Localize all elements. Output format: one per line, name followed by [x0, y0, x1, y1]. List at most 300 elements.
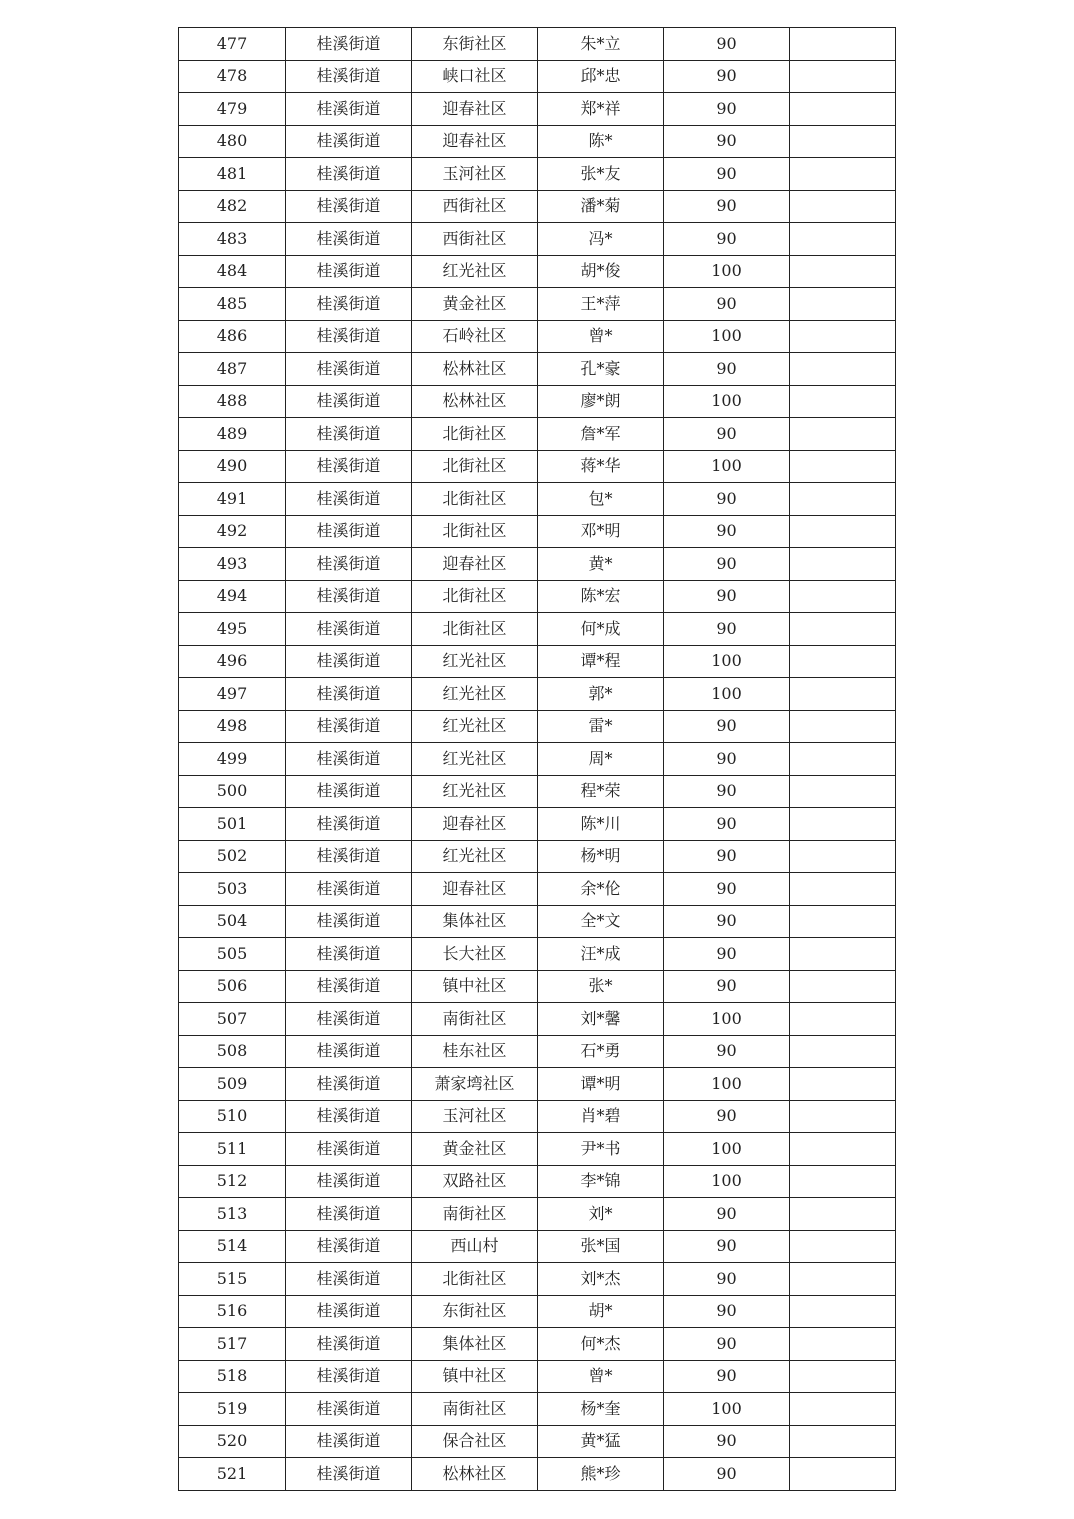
community-cell: 镇中社区 — [412, 970, 538, 1003]
person-name-cell: 郑*祥 — [538, 93, 664, 126]
table-row — [179, 1165, 896, 1198]
person-name-cell: 尹*书 — [538, 1133, 664, 1166]
row-number-cell: 491 — [179, 483, 286, 516]
row-number-cell: 488 — [179, 385, 286, 418]
person-name-cell: 黄*猛 — [538, 1425, 664, 1458]
table-row — [179, 450, 896, 483]
person-name-cell: 石*勇 — [538, 1035, 664, 1068]
community-cell: 黄金社区 — [412, 1133, 538, 1166]
table-row — [179, 1035, 896, 1068]
table-row — [179, 385, 896, 418]
person-name-cell: 杨*明 — [538, 840, 664, 873]
row-number-cell: 499 — [179, 743, 286, 776]
row-number-cell: 516 — [179, 1295, 286, 1328]
community-cell: 长大社区 — [412, 938, 538, 971]
community-cell: 南街社区 — [412, 1393, 538, 1426]
table-row — [179, 125, 896, 158]
score-cell: 90 — [664, 808, 790, 841]
note-cell — [790, 255, 896, 288]
street-cell: 桂溪街道 — [286, 483, 412, 516]
table-row — [179, 775, 896, 808]
score-cell: 90 — [664, 1360, 790, 1393]
score-cell: 90 — [664, 125, 790, 158]
street-cell: 桂溪街道 — [286, 1198, 412, 1231]
score-cell: 90 — [664, 1328, 790, 1361]
note-cell — [790, 1100, 896, 1133]
community-cell: 迎春社区 — [412, 125, 538, 158]
person-name-cell: 张*国 — [538, 1230, 664, 1263]
score-cell: 90 — [664, 1458, 790, 1491]
note-cell — [790, 1230, 896, 1263]
community-cell: 北街社区 — [412, 580, 538, 613]
person-name-cell: 蒋*华 — [538, 450, 664, 483]
community-cell: 南街社区 — [412, 1003, 538, 1036]
row-number-cell: 482 — [179, 190, 286, 223]
community-cell: 北街社区 — [412, 515, 538, 548]
note-cell — [790, 970, 896, 1003]
street-cell: 桂溪街道 — [286, 808, 412, 841]
community-cell: 集体社区 — [412, 905, 538, 938]
note-cell — [790, 1263, 896, 1296]
community-cell: 保合社区 — [412, 1425, 538, 1458]
table-row — [179, 873, 896, 906]
community-cell: 红光社区 — [412, 255, 538, 288]
note-cell — [790, 385, 896, 418]
row-number-cell: 494 — [179, 580, 286, 613]
street-cell: 桂溪街道 — [286, 190, 412, 223]
table-row — [179, 190, 896, 223]
street-cell: 桂溪街道 — [286, 515, 412, 548]
score-cell: 100 — [664, 1068, 790, 1101]
score-cell: 100 — [664, 450, 790, 483]
community-cell: 迎春社区 — [412, 873, 538, 906]
person-name-cell: 张* — [538, 970, 664, 1003]
person-name-cell: 程*荣 — [538, 775, 664, 808]
person-name-cell: 邓*明 — [538, 515, 664, 548]
person-name-cell: 谭*程 — [538, 645, 664, 678]
table-row — [179, 515, 896, 548]
community-cell: 西街社区 — [412, 223, 538, 256]
table-row — [179, 905, 896, 938]
table-row — [179, 580, 896, 613]
score-cell: 90 — [664, 548, 790, 581]
row-number-cell: 511 — [179, 1133, 286, 1166]
street-cell: 桂溪街道 — [286, 450, 412, 483]
street-cell: 桂溪街道 — [286, 1425, 412, 1458]
row-number-cell: 521 — [179, 1458, 286, 1491]
person-name-cell: 李*锦 — [538, 1165, 664, 1198]
score-cell: 90 — [664, 1035, 790, 1068]
note-cell — [790, 1068, 896, 1101]
community-cell: 北街社区 — [412, 1263, 538, 1296]
score-cell: 90 — [664, 288, 790, 321]
note-cell — [790, 938, 896, 971]
community-cell: 玉河社区 — [412, 1100, 538, 1133]
community-cell: 东街社区 — [412, 28, 538, 61]
table-row — [179, 970, 896, 1003]
row-number-cell: 500 — [179, 775, 286, 808]
table-row — [179, 1360, 896, 1393]
table-row — [179, 93, 896, 126]
note-cell — [790, 905, 896, 938]
table-row — [179, 548, 896, 581]
score-cell: 90 — [664, 483, 790, 516]
table-row — [179, 613, 896, 646]
row-number-cell: 486 — [179, 320, 286, 353]
table-row — [179, 645, 896, 678]
person-name-cell: 雷* — [538, 710, 664, 743]
score-cell: 90 — [664, 840, 790, 873]
table-row — [179, 1425, 896, 1458]
community-cell: 红光社区 — [412, 678, 538, 711]
street-cell: 桂溪街道 — [286, 645, 412, 678]
person-name-cell: 朱*立 — [538, 28, 664, 61]
person-name-cell: 邱*忠 — [538, 60, 664, 93]
street-cell: 桂溪街道 — [286, 938, 412, 971]
community-cell: 松林社区 — [412, 1458, 538, 1491]
table-row — [179, 353, 896, 386]
note-cell — [790, 1360, 896, 1393]
street-cell: 桂溪街道 — [286, 1165, 412, 1198]
person-name-cell: 曾* — [538, 1360, 664, 1393]
street-cell: 桂溪街道 — [286, 710, 412, 743]
row-number-cell: 503 — [179, 873, 286, 906]
street-cell: 桂溪街道 — [286, 28, 412, 61]
note-cell — [790, 1458, 896, 1491]
data-table — [178, 27, 896, 1491]
note-cell — [790, 645, 896, 678]
table-row — [179, 1068, 896, 1101]
person-name-cell: 刘* — [538, 1198, 664, 1231]
note-cell — [790, 60, 896, 93]
person-name-cell: 熊*珍 — [538, 1458, 664, 1491]
person-name-cell: 谭*明 — [538, 1068, 664, 1101]
street-cell: 桂溪街道 — [286, 353, 412, 386]
table-row — [179, 1328, 896, 1361]
community-cell: 迎春社区 — [412, 808, 538, 841]
person-name-cell: 杨*奎 — [538, 1393, 664, 1426]
note-cell — [790, 775, 896, 808]
row-number-cell: 517 — [179, 1328, 286, 1361]
street-cell: 桂溪街道 — [286, 320, 412, 353]
table-row — [179, 418, 896, 451]
row-number-cell: 518 — [179, 1360, 286, 1393]
row-number-cell: 515 — [179, 1263, 286, 1296]
person-name-cell: 周* — [538, 743, 664, 776]
community-cell: 松林社区 — [412, 385, 538, 418]
note-cell — [790, 158, 896, 191]
row-number-cell: 493 — [179, 548, 286, 581]
row-number-cell: 501 — [179, 808, 286, 841]
note-cell — [790, 1425, 896, 1458]
street-cell: 桂溪街道 — [286, 548, 412, 581]
note-cell — [790, 1165, 896, 1198]
person-name-cell: 余*伦 — [538, 873, 664, 906]
table-row — [179, 158, 896, 191]
score-cell: 90 — [664, 60, 790, 93]
row-number-cell: 487 — [179, 353, 286, 386]
score-cell: 90 — [664, 613, 790, 646]
row-number-cell: 496 — [179, 645, 286, 678]
table-row — [179, 1003, 896, 1036]
community-cell: 镇中社区 — [412, 1360, 538, 1393]
person-name-cell: 陈* — [538, 125, 664, 158]
person-name-cell: 刘*杰 — [538, 1263, 664, 1296]
community-cell: 石岭社区 — [412, 320, 538, 353]
person-name-cell: 孔*豪 — [538, 353, 664, 386]
person-name-cell: 潘*菊 — [538, 190, 664, 223]
table-row — [179, 320, 896, 353]
row-number-cell: 490 — [179, 450, 286, 483]
row-number-cell: 519 — [179, 1393, 286, 1426]
person-name-cell: 詹*军 — [538, 418, 664, 451]
street-cell: 桂溪街道 — [286, 970, 412, 1003]
score-cell: 100 — [664, 1003, 790, 1036]
street-cell: 桂溪街道 — [286, 1003, 412, 1036]
community-cell: 红光社区 — [412, 743, 538, 776]
table-row — [179, 678, 896, 711]
score-cell: 90 — [664, 28, 790, 61]
community-cell: 玉河社区 — [412, 158, 538, 191]
street-cell: 桂溪街道 — [286, 873, 412, 906]
community-cell: 集体社区 — [412, 1328, 538, 1361]
row-number-cell: 510 — [179, 1100, 286, 1133]
row-number-cell: 495 — [179, 613, 286, 646]
row-number-cell: 513 — [179, 1198, 286, 1231]
community-cell: 红光社区 — [412, 710, 538, 743]
score-cell: 100 — [664, 385, 790, 418]
note-cell — [790, 223, 896, 256]
row-number-cell: 512 — [179, 1165, 286, 1198]
table-row — [179, 710, 896, 743]
person-name-cell: 汪*成 — [538, 938, 664, 971]
person-name-cell: 王*萍 — [538, 288, 664, 321]
score-cell: 90 — [664, 905, 790, 938]
community-cell: 迎春社区 — [412, 93, 538, 126]
row-number-cell: 509 — [179, 1068, 286, 1101]
score-cell: 100 — [664, 1165, 790, 1198]
street-cell: 桂溪街道 — [286, 1393, 412, 1426]
row-number-cell: 480 — [179, 125, 286, 158]
person-name-cell: 陈*宏 — [538, 580, 664, 613]
street-cell: 桂溪街道 — [286, 1100, 412, 1133]
table-row — [179, 743, 896, 776]
note-cell — [790, 1035, 896, 1068]
table-row — [179, 1263, 896, 1296]
score-cell: 90 — [664, 353, 790, 386]
row-number-cell: 477 — [179, 28, 286, 61]
row-number-cell: 520 — [179, 1425, 286, 1458]
person-name-cell: 冯* — [538, 223, 664, 256]
street-cell: 桂溪街道 — [286, 93, 412, 126]
note-cell — [790, 1295, 896, 1328]
score-cell: 100 — [664, 1393, 790, 1426]
note-cell — [790, 353, 896, 386]
score-cell: 90 — [664, 1198, 790, 1231]
community-cell: 红光社区 — [412, 645, 538, 678]
row-number-cell: 489 — [179, 418, 286, 451]
table-row — [179, 28, 896, 61]
note-cell — [790, 1328, 896, 1361]
note-cell — [790, 28, 896, 61]
street-cell: 桂溪街道 — [286, 60, 412, 93]
person-name-cell: 胡*俊 — [538, 255, 664, 288]
street-cell: 桂溪街道 — [286, 385, 412, 418]
table-row — [179, 483, 896, 516]
table-row — [179, 1133, 896, 1166]
row-number-cell: 485 — [179, 288, 286, 321]
score-cell: 90 — [664, 418, 790, 451]
row-number-cell: 507 — [179, 1003, 286, 1036]
row-number-cell: 498 — [179, 710, 286, 743]
street-cell: 桂溪街道 — [286, 288, 412, 321]
person-name-cell: 曾* — [538, 320, 664, 353]
score-cell: 90 — [664, 970, 790, 1003]
table-row — [179, 288, 896, 321]
note-cell — [790, 515, 896, 548]
score-cell: 90 — [664, 515, 790, 548]
row-number-cell: 483 — [179, 223, 286, 256]
score-cell: 90 — [664, 1263, 790, 1296]
note-cell — [790, 450, 896, 483]
street-cell: 桂溪街道 — [286, 580, 412, 613]
community-cell: 双路社区 — [412, 1165, 538, 1198]
row-number-cell: 497 — [179, 678, 286, 711]
street-cell: 桂溪街道 — [286, 125, 412, 158]
note-cell — [790, 125, 896, 158]
street-cell: 桂溪街道 — [286, 1328, 412, 1361]
table-row — [179, 1458, 896, 1491]
score-cell: 90 — [664, 873, 790, 906]
row-number-cell: 478 — [179, 60, 286, 93]
community-cell: 红光社区 — [412, 775, 538, 808]
person-name-cell: 张*友 — [538, 158, 664, 191]
score-cell: 90 — [664, 190, 790, 223]
note-cell — [790, 580, 896, 613]
row-number-cell: 481 — [179, 158, 286, 191]
person-name-cell: 黄* — [538, 548, 664, 581]
street-cell: 桂溪街道 — [286, 905, 412, 938]
street-cell: 桂溪街道 — [286, 223, 412, 256]
score-cell: 90 — [664, 1100, 790, 1133]
row-number-cell: 492 — [179, 515, 286, 548]
note-cell — [790, 1133, 896, 1166]
row-number-cell: 508 — [179, 1035, 286, 1068]
street-cell: 桂溪街道 — [286, 158, 412, 191]
person-name-cell: 陈*川 — [538, 808, 664, 841]
community-cell: 南街社区 — [412, 1198, 538, 1231]
person-name-cell: 廖*朗 — [538, 385, 664, 418]
community-cell: 桂东社区 — [412, 1035, 538, 1068]
community-cell: 北街社区 — [412, 418, 538, 451]
row-number-cell: 514 — [179, 1230, 286, 1263]
score-cell: 90 — [664, 775, 790, 808]
community-cell: 东街社区 — [412, 1295, 538, 1328]
note-cell — [790, 678, 896, 711]
table-row — [179, 1230, 896, 1263]
table-row — [179, 60, 896, 93]
score-cell: 100 — [664, 678, 790, 711]
row-number-cell: 506 — [179, 970, 286, 1003]
table-row — [179, 223, 896, 256]
score-cell: 90 — [664, 93, 790, 126]
note-cell — [790, 808, 896, 841]
table-row — [179, 1295, 896, 1328]
community-cell: 松林社区 — [412, 353, 538, 386]
table-body — [179, 28, 896, 1491]
person-name-cell: 胡* — [538, 1295, 664, 1328]
street-cell: 桂溪街道 — [286, 840, 412, 873]
person-name-cell: 何*成 — [538, 613, 664, 646]
score-cell: 90 — [664, 938, 790, 971]
street-cell: 桂溪街道 — [286, 1360, 412, 1393]
street-cell: 桂溪街道 — [286, 743, 412, 776]
street-cell: 桂溪街道 — [286, 1230, 412, 1263]
note-cell — [790, 418, 896, 451]
note-cell — [790, 743, 896, 776]
community-cell: 西街社区 — [412, 190, 538, 223]
community-cell: 北街社区 — [412, 613, 538, 646]
row-number-cell: 502 — [179, 840, 286, 873]
score-cell: 90 — [664, 710, 790, 743]
table-row — [179, 808, 896, 841]
score-cell: 90 — [664, 1425, 790, 1458]
row-number-cell: 484 — [179, 255, 286, 288]
person-name-cell: 郭* — [538, 678, 664, 711]
note-cell — [790, 548, 896, 581]
street-cell: 桂溪街道 — [286, 1068, 412, 1101]
score-cell: 90 — [664, 580, 790, 613]
note-cell — [790, 710, 896, 743]
score-cell: 90 — [664, 1230, 790, 1263]
street-cell: 桂溪街道 — [286, 613, 412, 646]
note-cell — [790, 288, 896, 321]
community-cell: 西山村 — [412, 1230, 538, 1263]
note-cell — [790, 840, 896, 873]
person-name-cell: 刘*馨 — [538, 1003, 664, 1036]
community-cell: 北街社区 — [412, 450, 538, 483]
note-cell — [790, 93, 896, 126]
note-cell — [790, 190, 896, 223]
community-cell: 北街社区 — [412, 483, 538, 516]
note-cell — [790, 483, 896, 516]
score-cell: 100 — [664, 320, 790, 353]
street-cell: 桂溪街道 — [286, 1133, 412, 1166]
person-name-cell: 肖*碧 — [538, 1100, 664, 1133]
row-number-cell: 479 — [179, 93, 286, 126]
street-cell: 桂溪街道 — [286, 775, 412, 808]
note-cell — [790, 1198, 896, 1231]
note-cell — [790, 320, 896, 353]
street-cell: 桂溪街道 — [286, 678, 412, 711]
score-cell: 90 — [664, 743, 790, 776]
street-cell: 桂溪街道 — [286, 1263, 412, 1296]
score-cell: 90 — [664, 223, 790, 256]
score-cell: 100 — [664, 1133, 790, 1166]
community-cell: 黄金社区 — [412, 288, 538, 321]
community-cell: 萧家塆社区 — [412, 1068, 538, 1101]
note-cell — [790, 873, 896, 906]
note-cell — [790, 613, 896, 646]
person-name-cell: 包* — [538, 483, 664, 516]
community-cell: 迎春社区 — [412, 548, 538, 581]
note-cell — [790, 1393, 896, 1426]
person-name-cell: 全*文 — [538, 905, 664, 938]
table-row — [179, 255, 896, 288]
community-cell: 红光社区 — [412, 840, 538, 873]
table-row — [179, 1100, 896, 1133]
table-row — [179, 840, 896, 873]
